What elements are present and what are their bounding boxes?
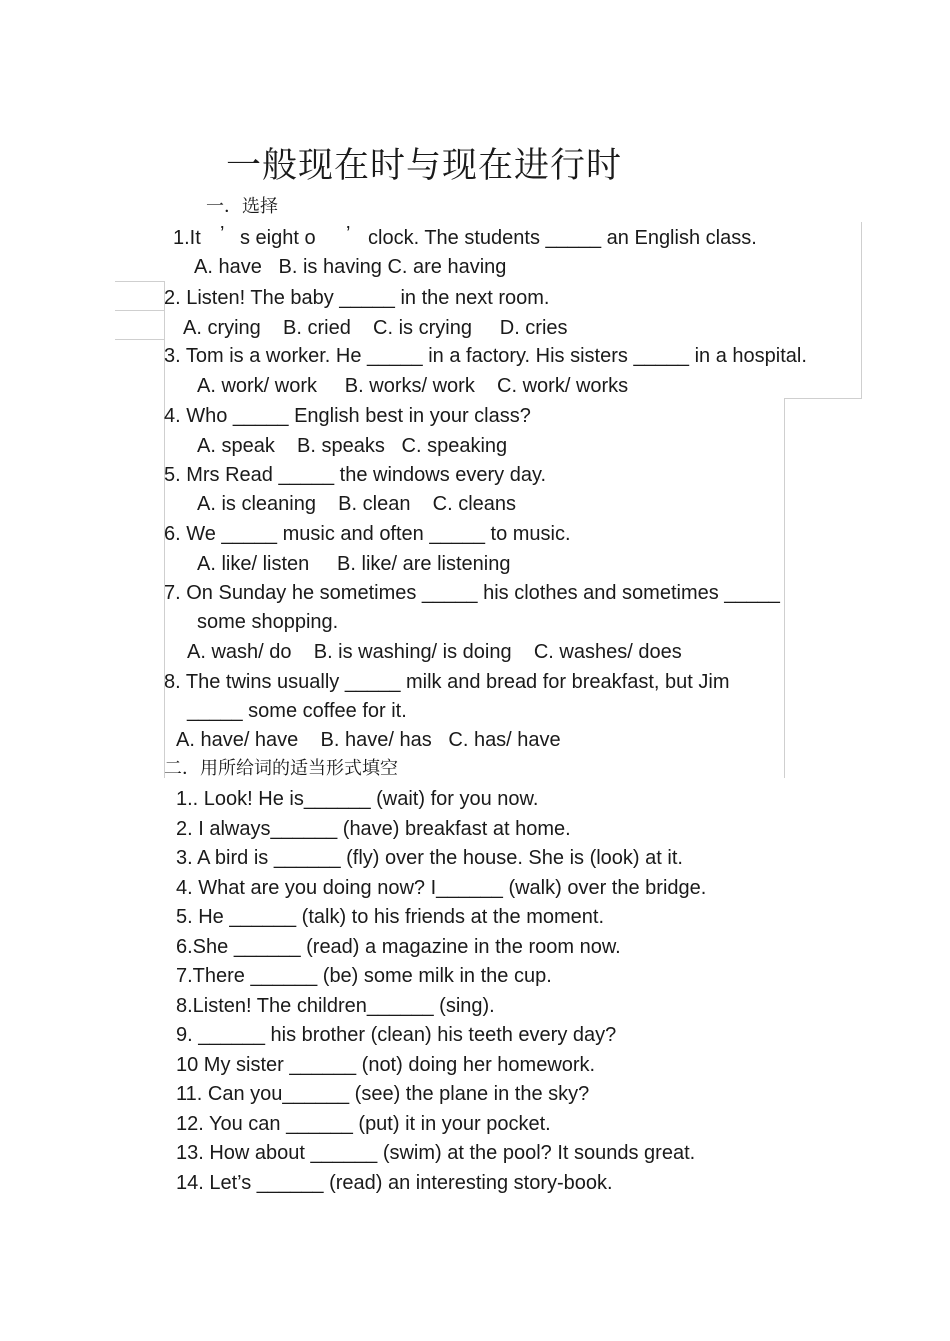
question-1-options: A. have B. is having C. are having bbox=[194, 256, 507, 278]
question-7-options: A. wash/ do B. is washing/ is doing C. washes/ does bbox=[187, 641, 682, 663]
border-line bbox=[115, 310, 164, 311]
border-line bbox=[861, 222, 862, 398]
question-2: 2. Listen! The baby _____ in the next room. bbox=[164, 287, 550, 309]
fill-item: 5. He ______ (talk) to his friends at the moment. bbox=[176, 906, 604, 928]
fill-item: 4. What are you doing now? I______ (walk) over the bridge. bbox=[176, 877, 707, 899]
question-1-part: clock. The students _____ an English class. bbox=[368, 227, 757, 249]
question-5-options: A. is cleaning B. clean C. cleans bbox=[197, 493, 517, 515]
fill-item: 6.She ______ (read) a magazine in the room now. bbox=[176, 936, 621, 958]
question-1-part: 1.It bbox=[173, 227, 201, 249]
border-line bbox=[115, 339, 164, 340]
question-8-options: A. have/ have B. have/ has C. has/ have bbox=[176, 729, 561, 751]
question-1-part: ’ bbox=[346, 223, 351, 245]
question-3: 3. Tom is a worker. He _____ in a factory. His sisters _____ in a hospital. bbox=[164, 345, 807, 367]
section-1-heading: 一．选择 bbox=[206, 196, 278, 217]
fill-item: 3. A bird is ______ (fly) over the house. She is (look) at it. bbox=[176, 847, 683, 869]
fill-item: 11. Can you______ (see) the plane in the sky? bbox=[176, 1083, 590, 1105]
question-4-options: A. speak B. speaks C. speaking bbox=[197, 435, 508, 457]
question-8-continued: _____ some coffee for it. bbox=[187, 700, 407, 722]
border-line bbox=[115, 281, 164, 282]
fill-item: 10 My sister ______ (not) doing her homework. bbox=[176, 1054, 596, 1076]
fill-item: 13. How about ______ (swim) at the pool? It sounds great. bbox=[176, 1142, 696, 1164]
fill-item: 2. I always______ (have) breakfast at home. bbox=[176, 818, 571, 840]
fill-item: 7.There ______ (be) some milk in the cup. bbox=[176, 965, 552, 987]
question-7: 7. On Sunday he sometimes _____ his clothes and sometimes _____ bbox=[164, 582, 780, 604]
question-2-options: A. crying B. cried C. is crying D. cries bbox=[183, 317, 568, 339]
fill-item: 1.. Look! He is______ (wait) for you now. bbox=[176, 788, 539, 810]
page-title: 一般现在时与现在进行时 bbox=[226, 146, 623, 186]
fill-item: 12. You can ______ (put) it in your pocket. bbox=[176, 1113, 551, 1135]
border-line bbox=[784, 398, 862, 399]
question-1-part: ’ bbox=[220, 223, 225, 245]
border-line bbox=[784, 398, 785, 778]
question-6: 6. We _____ music and often _____ to music. bbox=[164, 523, 571, 545]
question-6-options: A. like/ listen B. like/ are listening bbox=[197, 553, 511, 575]
question-8: 8. The twins usually _____ milk and bread for breakfast, but Jim bbox=[164, 671, 730, 693]
question-3-options: A. work/ work B. works/ work C. work/ works bbox=[197, 375, 629, 397]
fill-item: 8.Listen! The children______ (sing). bbox=[176, 995, 495, 1017]
question-1-part: s eight o bbox=[240, 227, 316, 249]
fill-item: 9. ______ his brother (clean) his teeth every day? bbox=[176, 1024, 617, 1046]
question-7-continued: some shopping. bbox=[197, 611, 339, 633]
section-2-heading: 二．用所给词的适当形式填空 bbox=[164, 758, 398, 779]
fill-item: 14. Let’s ______ (read) an interesting story-book. bbox=[176, 1172, 613, 1194]
question-4: 4. Who _____ English best in your class? bbox=[164, 405, 531, 427]
question-5: 5. Mrs Read _____ the windows every day. bbox=[164, 464, 547, 486]
